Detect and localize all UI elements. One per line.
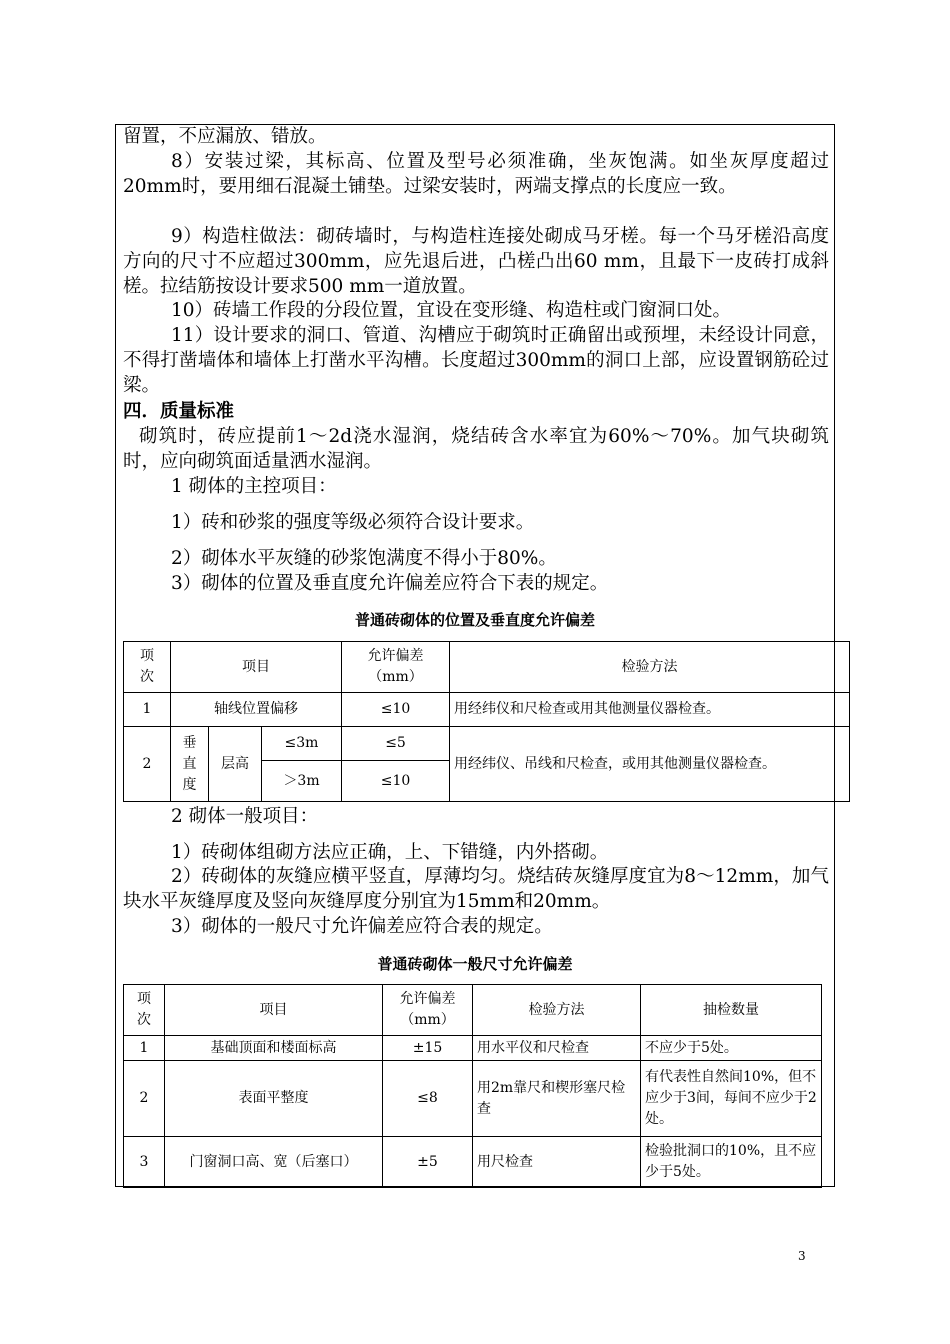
main-item-1: 1）砖和砂浆的强度等级必须符合设计要求。 [171,512,535,533]
cell-tolerance: ≤10 [342,761,450,802]
quality-intro: 砌筑时，砖应提前1～2d浇水湿润，烧结砖含水率宜为60%～70%。加气块砌筑时，应向砌筑面适量洒水湿润。 [123,426,829,472]
cell-condition: ≤3m [262,727,342,761]
cell-item: 垂直度 [171,727,209,802]
cell-quantity: 不应少于5处。 [641,1036,822,1061]
main-items-heading: 1 砌体的主控项目： [171,476,337,497]
cell-tolerance: ≤5 [342,727,450,761]
table-row [124,1061,822,1137]
cell-no: 2 [124,1061,165,1137]
general-items-heading: 2 砌体一般项目： [171,806,319,827]
table2-caption: 普通砖砌体一般尺寸允许偏差 [377,955,573,973]
cell-method: 用水平仪和尺检查 [473,1036,641,1061]
table-row [124,1137,822,1188]
header-no: 项次 [124,642,171,693]
table-row [124,1036,822,1061]
paragraph-continuation: 留置，不应漏放、错放。 [123,126,327,147]
cell-tolerance: ≤8 [383,1061,473,1137]
header-item: 项目 [171,642,342,693]
cell-quantity: 检验批洞口的10%，且不应少于5处。 [641,1137,822,1188]
main-item-3: 3）砌体的位置及垂直度允许偏差应符合下表的规定。 [171,573,609,594]
cell-no: 1 [124,693,171,727]
page-number: 3 [798,1249,806,1263]
table1-caption: 普通砖砌体的位置及垂直度允许偏差 [354,611,595,629]
table-row [124,727,850,761]
cell-tolerance: ±15 [383,1036,473,1061]
cell-item: 基础顶面和楼面标高 [165,1036,383,1061]
paragraph-item-8: 8）安装过梁，其标高、位置及型号必须准确，坐灰饱满。如坐灰厚度超过20mm时，要用细石混凝土铺垫。过梁安装时，两端支撑点的长度应一致。 [123,151,829,197]
cell-quantity: 有代表性自然间10%，但不应少于3间，每间不应少于2处。 [641,1061,822,1137]
header-method: 检验方法 [450,642,850,693]
cell-item: 表面平整度 [165,1061,383,1137]
position-tolerance-table [123,641,850,802]
cell-no: 3 [124,1137,165,1188]
cell-method: 用2m靠尺和楔形塞尺检查 [473,1061,641,1137]
dimension-tolerance-table [123,984,822,1188]
table-row [124,693,850,727]
section-heading: 四．质量标准 [123,401,235,422]
cell-subitem: 层高 [209,727,262,802]
paragraph-item-9: 9）构造柱做法：砌砖墙时，与构造柱连接处砌成马牙槎。每一个马牙槎沿高度方向的尺寸不应超过300mm，应先退后进，凸槎凸出60 mm，且最下一皮砖打成斜槎。拉结筋按设计要求500 mm一道放置。 [123,226,829,297]
cell-condition: ＞3m [262,761,342,802]
cell-method: 用经纬仪和尺检查或用其他测量仪器检查。 [450,693,850,727]
cell-item: 门窗洞口高、宽（后塞口） [165,1137,383,1188]
table-header-row [124,985,822,1036]
cell-method: 用经纬仪、吊线和尺检查，或用其他测量仪器检查。 [450,727,850,802]
header-tolerance: 允许偏差（mm） [342,642,450,693]
cell-tolerance: ±5 [383,1137,473,1188]
general-item-2: 2）砖砌体的灰缝应横平竖直，厚薄均匀。烧结砖灰缝厚度宜为8～12mm，加气块水平灰缝厚度及竖向灰缝厚度分别宜为15mm和20mm。 [123,866,829,912]
main-item-2: 2）砌体水平灰缝的砂浆饱满度不得小于80%。 [171,548,557,569]
cell-no: 1 [124,1036,165,1061]
header-method: 检验方法 [473,985,641,1036]
general-item-1: 1）砖砌体组砌方法应正确，上、下错缝，内外搭砌。 [171,842,609,863]
header-quantity: 抽检数量 [641,985,822,1036]
cell-tolerance: ≤10 [342,693,450,727]
table-header-row [124,642,850,693]
paragraph-item-11: 11）设计要求的洞口、管道、沟槽应于砌筑时正确留出或预埋，未经设计同意，不得打凿墙体和墙体上打凿水平沟槽。长度超过300mm的洞口上部，应设置钢筋砼过梁。 [123,325,829,396]
header-item: 项目 [165,985,383,1036]
cell-item: 轴线位置偏移 [171,693,342,727]
paragraph-item-10: 10）砖墙工作段的分段位置，宜设在变形缝、构造柱或门窗洞口处。 [171,300,732,321]
cell-method: 用尺检查 [473,1137,641,1188]
header-tolerance: 允许偏差（mm） [383,985,473,1036]
cell-no: 2 [124,727,171,802]
header-no: 项次 [124,985,165,1036]
general-item-3: 3）砌体的一般尺寸允许偏差应符合表的规定。 [171,916,553,937]
